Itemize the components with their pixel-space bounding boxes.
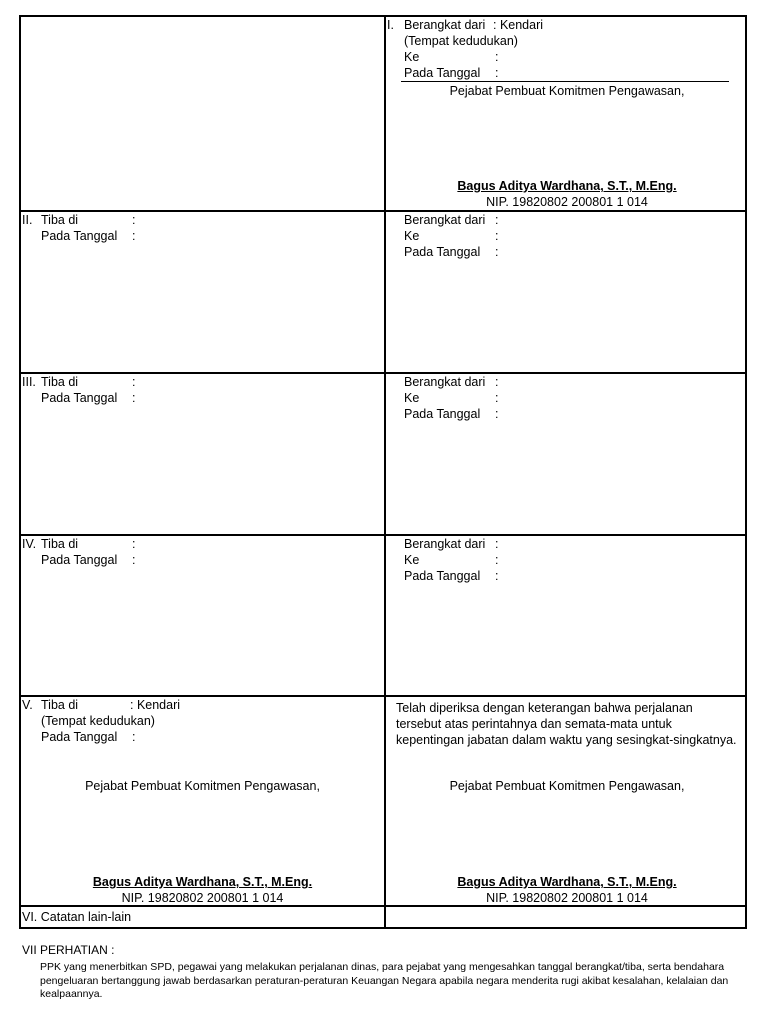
pejabat-title: Pejabat Pembuat Komitmen Pengawasan,	[449, 779, 685, 793]
pejabat-name: Bagus Aditya Wardhana, S.T., M.Eng.	[457, 179, 677, 193]
row-divider	[21, 695, 745, 697]
pada-tanggal-label: Pada Tanggal	[41, 391, 118, 405]
berangkat-dari-colon: :	[495, 375, 499, 389]
pada-tanggal-label: Pada Tanggal	[41, 229, 118, 243]
berangkat-dari-label: Berangkat dari	[404, 537, 486, 551]
pada-tanggal-colon: :	[495, 569, 499, 583]
tiba-di-label: Tiba di	[41, 537, 79, 551]
pejabat-nip: NIP. 19820802 200801 1 014	[121, 891, 284, 905]
row-divider	[21, 210, 745, 212]
ke-colon: :	[495, 553, 499, 567]
verification-text-line-2: tersebut atas perintahnya dan semata-mata untuk	[396, 717, 672, 731]
tiba-di-label: Tiba di	[41, 375, 79, 389]
section-4-number: IV.	[22, 537, 37, 551]
ke-label: Ke	[404, 391, 420, 405]
pada-tanggal-label: Pada Tanggal	[41, 553, 118, 567]
pejabat-nip: NIP. 19820802 200801 1 014	[486, 195, 648, 209]
ke-colon: :	[495, 50, 499, 64]
pada-tanggal-colon: :	[132, 229, 136, 243]
section-2-number: II.	[22, 213, 33, 227]
berangkat-dari-label: Berangkat dari	[404, 375, 486, 389]
travel-form	[19, 15, 747, 929]
tiba-di-colon: :	[132, 213, 136, 227]
pada-tanggal-label: Pada Tanggal	[404, 66, 481, 80]
row-divider	[21, 372, 745, 374]
tempat-kedudukan: (Tempat kedudukan)	[41, 714, 155, 728]
ke-colon: :	[495, 229, 499, 243]
ke-colon: :	[495, 391, 499, 405]
pada-tanggal-colon: :	[495, 245, 499, 259]
perhatian-title: VII PERHATIAN :	[22, 943, 115, 957]
tiba-di-label: Tiba di	[41, 213, 79, 227]
tiba-di-colon: :	[132, 537, 136, 551]
section-3-number: III.	[22, 375, 36, 389]
pejabat-name: Bagus Aditya Wardhana, S.T., M.Eng.	[92, 875, 313, 889]
section-1-number: I.	[387, 18, 394, 32]
pejabat-title: Pejabat Pembuat Komitmen Pengawasan,	[449, 84, 685, 98]
ke-label: Ke	[404, 50, 420, 64]
ke-label: Ke	[404, 229, 420, 243]
pada-tanggal-colon: :	[132, 553, 136, 567]
pada-tanggal-colon: :	[132, 730, 136, 744]
berangkat-dari-label: Berangkat dari	[404, 18, 486, 32]
section-5-number: V.	[22, 698, 33, 712]
pejabat-nip: NIP. 19820802 200801 1 014	[486, 891, 648, 905]
pada-tanggal-label: Pada Tanggal	[404, 407, 481, 421]
verification-text-line-3: kepentingan jabatan dalam waktu yang sesingkat-singkatnya.	[396, 733, 737, 747]
tiba-di-colon: :	[132, 375, 136, 389]
perhatian-text: PPK yang menerbitkan SPD, pegawai yang melakukan perjalanan dinas, para pejabat yang mengesahkan tanggal berangkat/tiba, serta bendahara pengeluaran bertanggung jawab berdasarkan peraturan-peraturan Keuangan Negara apabila negara menderita rugi akibat kesalahan, kelalaian dan kealpaannya.	[40, 961, 729, 1000]
pada-tanggal-label: Pada Tanggal	[41, 730, 118, 744]
catatan-label: VI. Catatan lain-lain	[22, 910, 132, 924]
pada-tanggal-label: Pada Tanggal	[404, 569, 481, 583]
berangkat-dari-label: Berangkat dari	[404, 213, 486, 227]
pada-tanggal-colon: :	[495, 66, 499, 80]
pada-tanggal-colon: :	[495, 407, 499, 421]
tiba-di-value: : Kendari	[130, 698, 181, 712]
row-divider	[21, 534, 745, 536]
ke-label: Ke	[404, 553, 420, 567]
tiba-di-label: Tiba di	[41, 698, 79, 712]
berangkat-dari-colon: :	[495, 537, 499, 551]
verification-text-line-1: Telah diperiksa dengan keterangan bahwa perjalanan	[396, 701, 693, 715]
pejabat-name: Bagus Aditya Wardhana, S.T., M.Eng.	[457, 875, 677, 889]
tempat-kedudukan: (Tempat kedudukan)	[404, 34, 518, 48]
pejabat-title: Pejabat Pembuat Komitmen Pengawasan,	[85, 779, 320, 793]
signature-separator	[401, 81, 729, 82]
berangkat-dari-colon: :	[495, 213, 499, 227]
pada-tanggal-colon: :	[132, 391, 136, 405]
pada-tanggal-label: Pada Tanggal	[404, 245, 481, 259]
berangkat-dari-value: : Kendari	[493, 18, 544, 32]
